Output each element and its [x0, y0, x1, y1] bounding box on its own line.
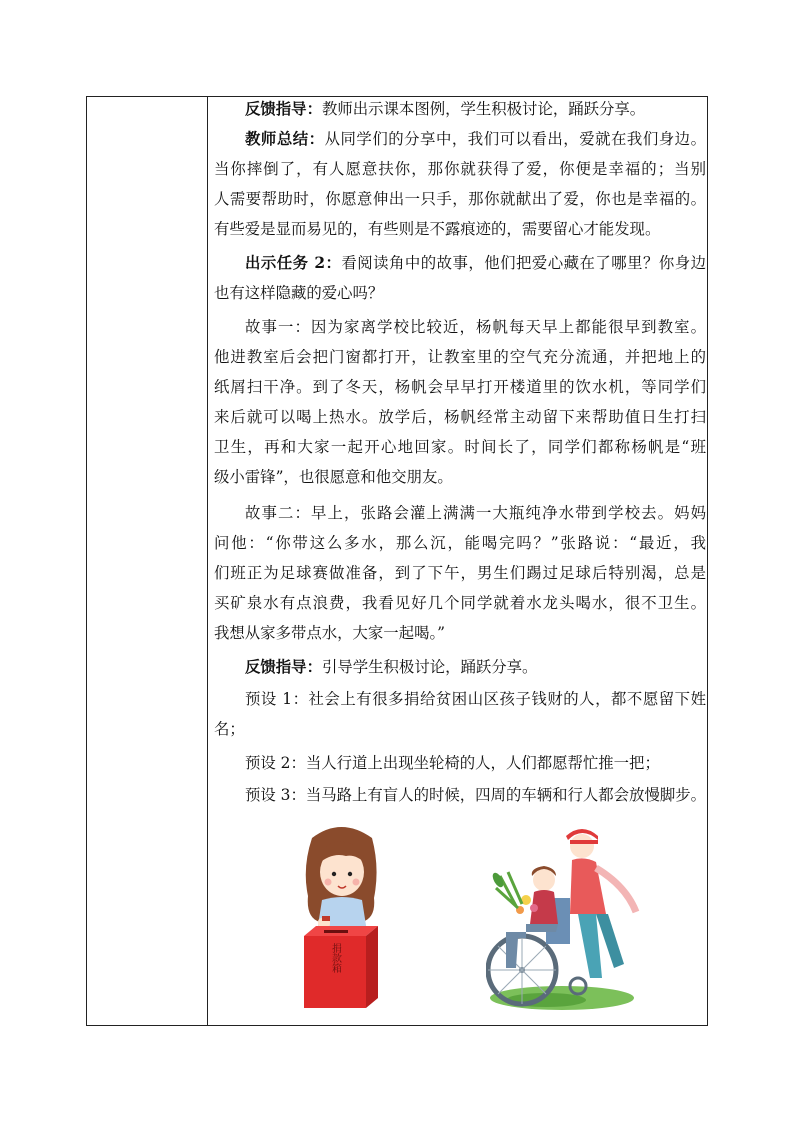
task-2-line-1: 出示任务 2：看阅读角中的故事，他们把爱心藏在了哪里？你身边	[245, 254, 706, 272]
teacher-summary-line-2: 当你摔倒了，有人愿意扶你，那你就获得了爱，你便是幸福的；当别	[214, 160, 706, 178]
summary-label: 教师总结：	[245, 130, 325, 148]
girl-donating-illustration	[302, 818, 380, 1010]
story-2-line-4: 买矿泉水有点浪费，我看见好几个同学就着水龙头喝水，很不卫生。	[214, 594, 706, 612]
feedback-label: 反馈指导：	[245, 100, 322, 118]
story-2-line-2: 问他：“你带这么多水，那么沉，能喝完吗？”张路说：“最近，我	[214, 534, 706, 552]
feedback-label-2: 反馈指导：	[245, 658, 322, 676]
task-2-line-2: 也有这样隐藏的爱心吗？	[214, 284, 384, 302]
preset-3: 预设 3：当马路上有盲人的时候，四周的车辆和行人都会放慢脚步。	[245, 786, 707, 804]
feedback-guidance-2: 反馈指导：引导学生积极讨论，踊跃分享。	[245, 658, 538, 676]
feedback-guidance-1	[214, 99, 706, 119]
preset-1-line-1: 预设 1：社会上有很多捐给贫困山区孩子钱财的人，都不愿留下姓	[245, 690, 706, 708]
column-divider	[207, 97, 208, 1025]
teacher-summary-line-1: 教师总结：从同学们的分享中，我们可以看出，爱就在我们身边。	[245, 130, 706, 148]
teacher-summary-line-3: 人需要帮助时，你愿意伸出一只手，那你就献出了爱，你也是幸福的。	[214, 190, 706, 208]
story-2-line-1: 故事二：早上，张路会灌上满满一大瓶纯净水带到学校去。妈妈	[245, 504, 706, 522]
preset-1-line-2: 名；	[214, 720, 245, 738]
story-1-line-2: 他进教室后会把门窗都打开，让教室里的空气充分流通，并把地上的	[214, 348, 706, 366]
story-1-line-4: 来后就可以喝上热水。放学后，杨帆经常主动留下来帮助值日生打扫	[214, 408, 706, 426]
story-1-line-6: 级小雷锋”，也很愿意和他交朋友。	[214, 468, 453, 486]
story-1-line-3: 纸屑扫干净。到了冬天，杨帆会早早打开楼道里的饮水机，等同学们	[214, 378, 706, 396]
story-2-line-3: 们班正为足球赛做准备，到了下午，男生们踢过足球后特别渴，总是	[214, 564, 706, 582]
preset-2: 预设 2：当人行道上出现坐轮椅的人，人们都愿帮忙推一把；	[245, 754, 660, 772]
story-1-line-5: 卫生，再和大家一起开心地回家。时间长了，同学们都称杨帆是“班	[214, 438, 706, 456]
feedback-text: 教师出示课本图例，学生积极讨论，踊跃分享。	[321, 100, 646, 118]
task-label: 出示任务 2：	[245, 254, 342, 272]
story-1-line-1: 故事一：因为家离学校比较近，杨帆每天早上都能很早到教室。	[245, 318, 706, 336]
story-2-line-5: 我想从家多带点水，大家一起喝。”	[214, 624, 446, 642]
teacher-summary-line-4: 有些爱是显而易见的，有些则是不露痕迹的，需要留心才能发现。	[214, 220, 661, 238]
wheelchair-illustration	[486, 828, 642, 1012]
donation-box-label: 捐款箱	[329, 943, 341, 973]
